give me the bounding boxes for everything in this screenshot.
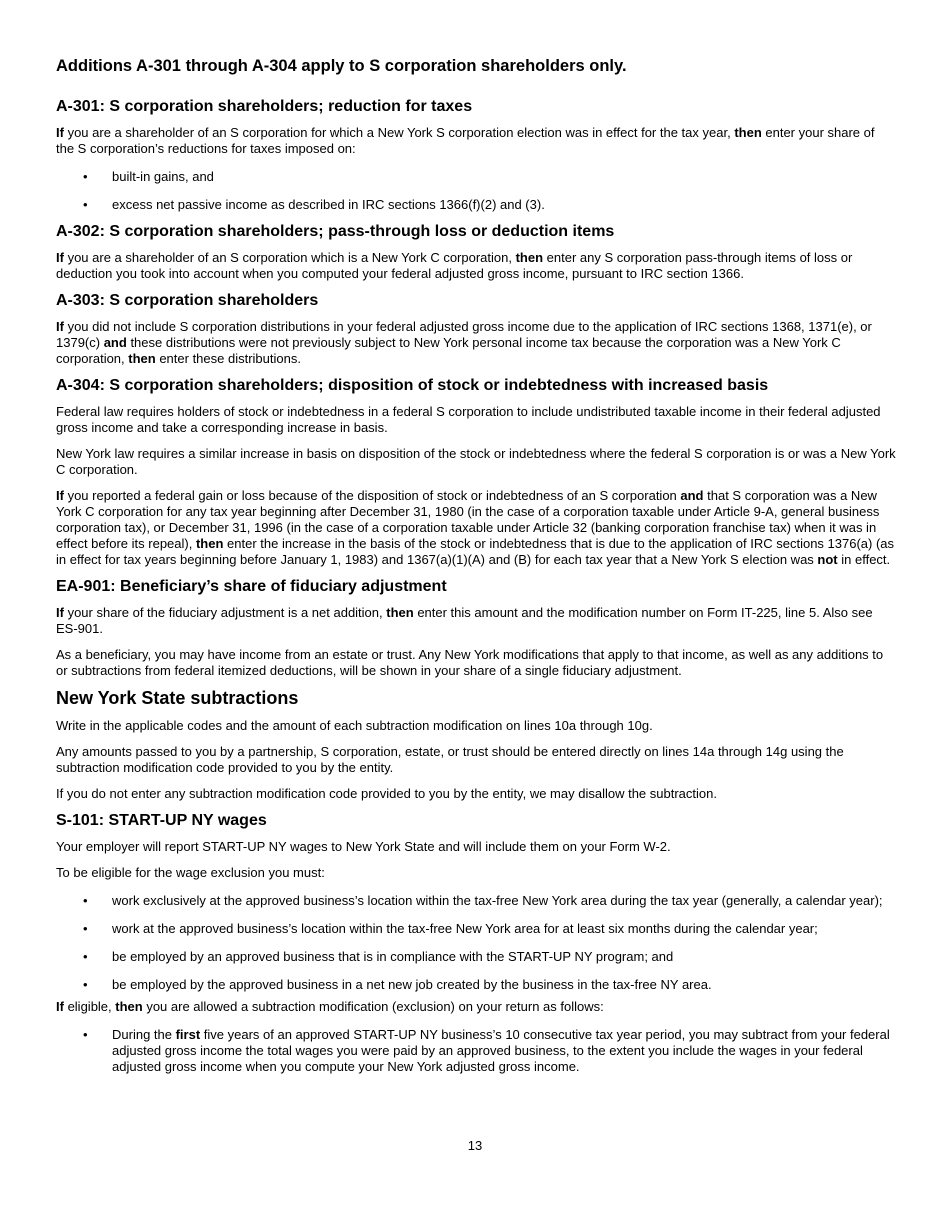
- s101-bullet-list: [56, 893, 896, 993]
- a304-heading: A-304: S corporation shareholders; disposition of stock or indebtedness with increased basis: [56, 377, 769, 394]
- a304-paragraph-3: [56, 488, 896, 568]
- list-item: • work exclusively at the approved business’s location within the tax-free New York area during the tax year (generally, a calendar year);: [56, 893, 896, 909]
- intro-heading: Additions A-301 through A-304 apply to S corporation shareholders only.: [56, 57, 627, 75]
- text-run: you did not include S corporation distributions in your federal adjusted gross income due to the application of IRC sections 1368, 1371(e), or 1379(c): [56, 319, 872, 350]
- bold-then: then: [128, 351, 156, 366]
- text-run: five years of an approved START-UP NY business’s 10 consecutive tax year period, you may subtract from your federal adjusted gross income the total wages you were paid by an approved business, to the extent you include the wages in your federal adjusted gross income when you compute your New York adjusted gross income.: [112, 1027, 890, 1074]
- s101-paragraph-1: Your employer will report START-UP NY wages to New York State and will include them on your Form W-2.: [56, 839, 671, 854]
- bold-then: then: [515, 250, 544, 265]
- a303-heading: A-303: S corporation shareholders: [56, 292, 319, 309]
- s101-paragraph-3: [56, 999, 896, 1015]
- nys-subtractions-heading: New York State subtractions: [56, 688, 299, 708]
- bold-if: If: [56, 250, 64, 265]
- bold-then: then: [386, 605, 414, 620]
- s101-paragraph-2: To be eligible for the wage exclusion you must:: [56, 865, 325, 880]
- list-item: • be employed by an approved business that is in compliance with the START-UP NY program; and: [56, 949, 896, 965]
- bold-then: then: [195, 536, 224, 551]
- bold-not: not: [817, 552, 838, 567]
- bold-then: then: [734, 125, 762, 140]
- s101-heading: S-101: START-UP NY wages: [56, 812, 267, 829]
- a303-paragraph: [56, 319, 896, 367]
- bold-if: If: [56, 125, 64, 140]
- nys-paragraph-3: If you do not enter any subtraction modification code provided to you by the entity, we may disallow the subtraction.: [56, 786, 717, 801]
- page-number: 13: [467, 1138, 483, 1153]
- text-run: these distributions were not previously subject to New York personal income tax because the corporation was a New York C corporation,: [56, 335, 841, 366]
- text-run: you are a shareholder of an S corporation for which a New York S corporation election was in effect for the tax year,: [63, 125, 735, 140]
- a304-paragraph-2: New York law requires a similar increase in basis on disposition of the stock or indebtedness where the federal S corporation is or was a New York C corporation.: [56, 446, 896, 477]
- text-run: enter any S corporation pass-through items of loss or deduction you took into account when you computed your federal adjusted gross income, pursuant to IRC section 1366.: [56, 250, 853, 281]
- nys-paragraph-2: Any amounts passed to you by a partnership, S corporation, estate, or trust should be entered directly on lines 14a through 14g using the subtraction modification code provided to you by the entity.: [56, 744, 844, 775]
- list-item: • work at the approved business’s location within the tax-free New York area for at least six months during the calendar year;: [56, 921, 896, 937]
- a304-paragraph-1: Federal law requires holders of stock or indebtedness in a federal S corporation to include undistributed taxable income in their federal adjusted gross income and take a corresponding increase in basis.: [56, 404, 881, 435]
- a301-heading: A-301: S corporation shareholders; reduction for taxes: [56, 98, 473, 115]
- ea901-heading: EA-901: Beneficiary’s share of fiduciary adjustment: [56, 578, 447, 595]
- text-run: you are a shareholder of an S corporation which is a New York C corporation,: [63, 250, 516, 265]
- text-run: you are allowed a subtraction modification (exclusion) on your return as follows:: [142, 999, 604, 1014]
- a302-heading: A-302: S corporation shareholders; pass-through loss or deduction items: [56, 223, 615, 240]
- bold-and: and: [103, 335, 127, 350]
- list-item: • built-in gains, and: [56, 169, 896, 185]
- text-run: that S corporation was a New York C corporation for any tax year beginning after December 31, 1980 (in the case of a corporation taxable under Article 9-A, general business corporation tax), or December 31, 1996 (in the case of a corporation taxable under Article 32 (banking corporation franchise tax) when it was in effect before its repeal),: [56, 488, 880, 551]
- ea901-paragraph-1: [56, 605, 896, 637]
- text-run: enter this amount and the modification number on Form IT-225, line 5. Also see ES-901.: [56, 605, 873, 636]
- a302-paragraph: [56, 250, 896, 282]
- bold-and: and: [680, 488, 704, 503]
- bold-then: then: [115, 999, 143, 1014]
- text-run: enter your share of the S corporation’s reductions for taxes imposed on:: [56, 125, 875, 156]
- list-item: • be employed by the approved business in a net new job created by the business in the tax-free NY area.: [56, 977, 896, 993]
- s101-exclusion-list: [56, 1027, 896, 1075]
- bold-if: If: [56, 319, 64, 334]
- text-run: enter the increase in the basis of the stock or indebtedness that is due to the application of IRC sections 1376(a) (as in effect for tax years beginning before January 1, 1983) and 1367(a)(1)(A) and (B) for each tax year that a New York S election was: [56, 536, 895, 567]
- a301-bullet-list: [56, 169, 896, 213]
- list-item: [56, 1027, 896, 1075]
- bold-if: If: [56, 999, 64, 1014]
- bold-if: If: [56, 488, 64, 503]
- nys-paragraph-1: Write in the applicable codes and the amount of each subtraction modification on lines 10a through 10g.: [56, 718, 653, 733]
- bold-if: If: [56, 605, 64, 620]
- text-run: your share of the fiduciary adjustment is a net addition,: [63, 605, 387, 620]
- list-item: • excess net passive income as described in IRC sections 1366(f)(2) and (3).: [56, 197, 896, 213]
- ea901-paragraph-2: As a beneficiary, you may have income from an estate or trust. Any New York modifications that apply to that income, as well as any additions to or subtractions from federal itemized deductions, will be shown in your share of a single fiduciary adjustment.: [56, 647, 884, 678]
- a301-paragraph: [56, 125, 896, 157]
- text-run: in effect.: [837, 552, 891, 567]
- bold-first: first: [175, 1027, 201, 1042]
- text-run: During the: [112, 1027, 176, 1042]
- text-run: you reported a federal gain or loss because of the disposition of stock or indebtedness of an S corporation: [63, 488, 681, 503]
- text-run: enter these distributions.: [155, 351, 301, 366]
- document-page: [56, 56, 896, 1075]
- text-run: eligible,: [63, 999, 116, 1014]
